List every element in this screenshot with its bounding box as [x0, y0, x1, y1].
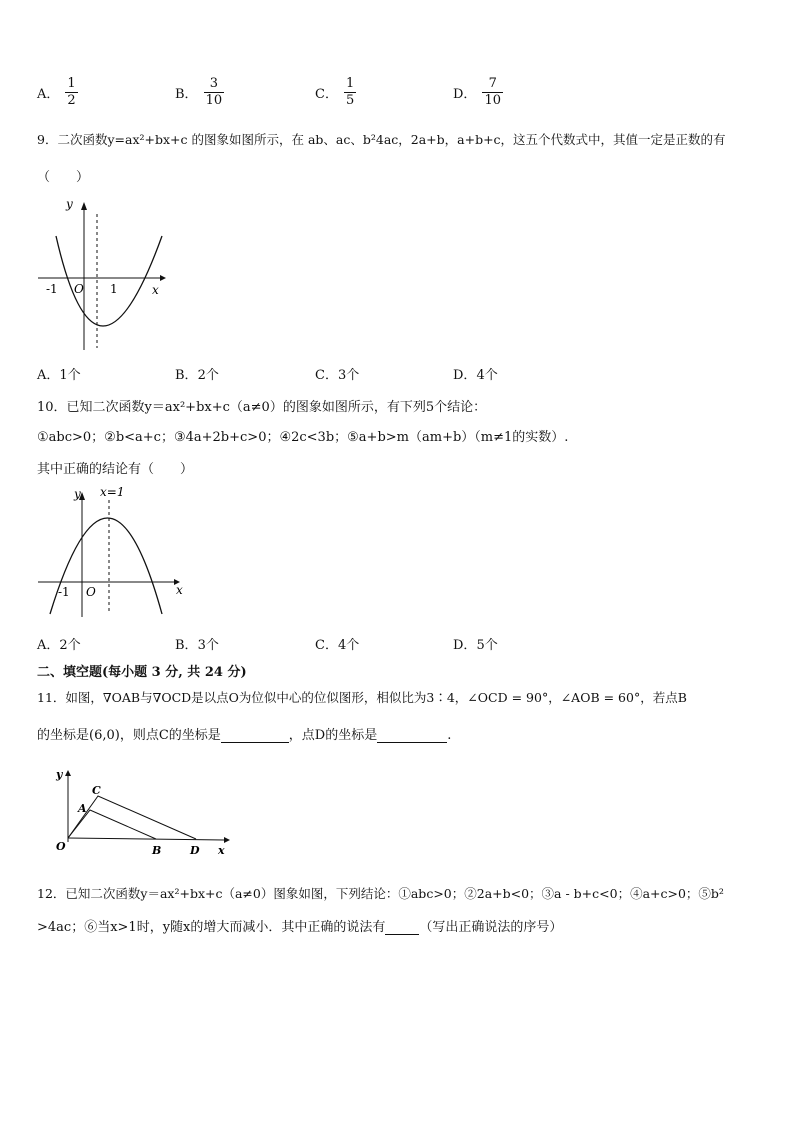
denominator: 10 — [205, 93, 223, 108]
option-text: 3个 — [197, 638, 219, 653]
q8-options — [37, 76, 737, 116]
q9-x-label: x — [152, 283, 159, 297]
option-letter: A． — [37, 87, 60, 102]
q10-option-a[interactable] — [37, 634, 81, 653]
q9-option-d[interactable] — [453, 364, 498, 383]
q10-stem-line3: 其中正确的结论有（ ） — [37, 462, 194, 477]
option-letter: D． — [453, 638, 477, 653]
q10-tick-neg1: -1 — [58, 585, 70, 599]
q11-point-c: C — [92, 784, 101, 797]
option-text: 2个 — [59, 638, 81, 653]
q10-y-label: y — [74, 487, 81, 501]
q10-parabola-graph — [34, 482, 194, 627]
option-letter: B． — [175, 368, 198, 383]
option-text: 2个 — [197, 368, 219, 383]
q12-stem-line2 — [37, 916, 562, 935]
q9-option-c[interactable] — [315, 364, 359, 383]
option-text: 3个 — [337, 368, 360, 383]
q11-stem-line1: 11．如图，∇OAB与∇OCD是以点O为位似中心的位似图形，相似比为3∶4，∠OCD = 90°，∠AOB = 60°，若点B — [37, 690, 687, 705]
q8-option-d[interactable] — [453, 76, 503, 109]
q9-parabola-curve — [56, 236, 162, 326]
q9-tick-neg1: -1 — [46, 282, 58, 296]
option-letter: C． — [315, 638, 338, 653]
q10-option-b[interactable] — [175, 634, 219, 653]
q11-x-label: x — [218, 844, 225, 857]
q9-stem-line1: 9．二次函数y=ax²+bx+c 的图象如图所示，在 ab、ac、b²4ac，2a+b，a+b+c，这五个代数式中，其值一定是正数的有 — [37, 132, 726, 147]
q11-point-b: B — [152, 844, 162, 857]
q11-point-o: O — [56, 840, 66, 853]
option-letter: C． — [315, 87, 338, 102]
q11-y-label: y — [56, 768, 63, 781]
q11-triangle-figure — [40, 764, 240, 864]
q10-stem-line2: ①abc>0；②b<a+c；③4a+2b+c>0；④2c<3b；⑤a+b>m（am+b）（m≠1的实数）. — [37, 430, 569, 445]
q11-x-axis — [68, 838, 224, 840]
fraction — [344, 76, 356, 109]
denominator: 10 — [484, 93, 501, 108]
option-letter: B． — [175, 87, 198, 102]
option-text: 1个 — [59, 368, 81, 383]
q11-text-c: . — [447, 728, 452, 743]
q12-text-a: >4ac；⑥当x>1时，y随x的增大而减小．其中正确的说法有 — [37, 920, 386, 935]
denominator: 5 — [345, 93, 355, 108]
numerator: 7 — [488, 76, 497, 91]
q10-option-c[interactable] — [315, 634, 359, 653]
fraction — [482, 76, 503, 109]
option-text: 4个 — [337, 638, 360, 653]
option-letter: D． — [453, 368, 477, 383]
q10-stem-line1: 10．已知二次函数y＝ax²+bx+c（a≠0）的图象如图所示，有下列5个结论： — [37, 400, 487, 415]
q8-option-c[interactable] — [315, 76, 356, 109]
q11-stem-line2 — [37, 724, 451, 743]
q11-answer-blank-c[interactable] — [221, 730, 289, 743]
q12-stem-line1: 12．已知二次函数y＝ax²+bx+c（a≠0）图象如图，下列结论：①abc>0；②2a+b<0；③a - b+c<0；④a+c>0；⑤b² — [37, 886, 724, 901]
option-text: 4个 — [476, 368, 498, 383]
q11-answer-blank-d[interactable] — [377, 730, 447, 743]
q9-option-a[interactable] — [37, 364, 81, 383]
q11-text-a: 的坐标是(6,0)，则点C的坐标是 — [37, 728, 221, 743]
q10-parabola-curve — [50, 518, 162, 614]
q9-stem-line2: （ ） — [37, 170, 90, 185]
q10-axis-label: x=1 — [100, 485, 125, 499]
q10-origin-label: O — [86, 585, 96, 599]
q10-x-label: x — [176, 583, 183, 597]
q11-x-arrow — [224, 837, 230, 843]
q12-text-b: （写出正确说法的序号） — [419, 920, 563, 935]
option-letter: C． — [315, 368, 338, 383]
option-text: 5个 — [476, 638, 498, 653]
q9-y-label: y — [66, 197, 73, 211]
option-letter: A． — [37, 638, 60, 653]
option-letter: D． — [453, 87, 477, 102]
q9-origin-label: O — [74, 282, 84, 296]
q9-parabola-graph — [34, 196, 174, 356]
q9-y-arrow — [81, 202, 87, 210]
q9-tick-1: 1 — [110, 282, 118, 296]
q9-x-arrow — [160, 275, 166, 281]
numerator: 1 — [67, 76, 76, 91]
q8-option-a[interactable] — [37, 76, 78, 109]
q11-triangle-ocd — [68, 796, 196, 839]
q10-option-d[interactable] — [453, 634, 498, 653]
numerator: 3 — [209, 76, 218, 91]
option-letter: A． — [37, 368, 60, 383]
fraction — [204, 76, 225, 109]
q11-point-d: D — [190, 844, 200, 857]
numerator: 1 — [345, 76, 355, 91]
q11-y-arrow — [65, 770, 71, 776]
q8-option-b[interactable] — [175, 76, 224, 109]
q11-text-b: ，点D的坐标是 — [288, 728, 378, 743]
fraction — [65, 76, 77, 109]
section-title: 二、填空题(每小题 3 分, 共 24 分) — [37, 665, 247, 680]
q9-option-b[interactable] — [175, 364, 219, 383]
q11-point-a: A — [78, 802, 87, 815]
q12-answer-blank[interactable] — [385, 922, 419, 935]
option-letter: B． — [175, 638, 198, 653]
denominator: 2 — [67, 93, 76, 108]
